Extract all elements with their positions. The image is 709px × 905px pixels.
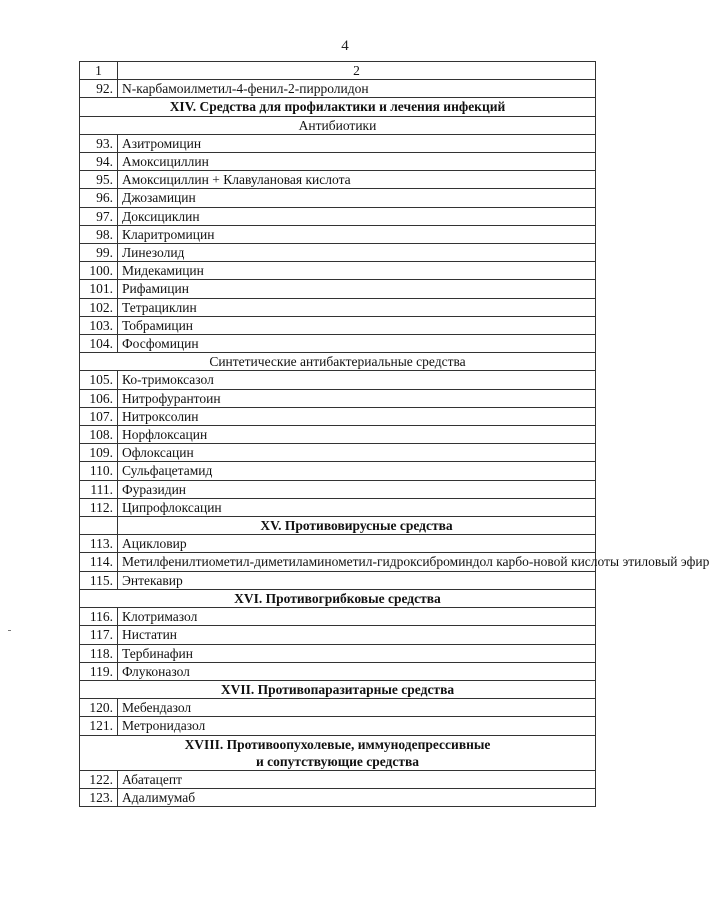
table-row (80, 244, 596, 262)
table-row (80, 371, 596, 389)
table-row (80, 426, 596, 444)
item-number: 98. (80, 225, 118, 243)
item-name: Фуразидин (118, 480, 596, 498)
section-title-line-2: и сопутствующие средства (255, 753, 420, 769)
table-row (80, 280, 596, 298)
item-name: Ацикловир (118, 535, 596, 553)
table-row (80, 608, 596, 626)
table-row (80, 626, 596, 644)
item-name: Абатацепт (118, 770, 596, 788)
item-name: Клотримазол (118, 608, 596, 626)
item-number: 101. (80, 280, 118, 298)
table-row (80, 770, 596, 788)
section-title: XVII. Противопаразитарные средства (80, 680, 596, 698)
item-name: Амоксициллин + Клавулановая кислота (118, 171, 596, 189)
item-number: 103. (80, 316, 118, 334)
item-name: Ко-тримоксазол (118, 371, 596, 389)
subsection-title: Антибиотики (80, 116, 596, 134)
section-title (80, 735, 596, 770)
item-number: 115. (80, 571, 118, 589)
table-row (80, 80, 596, 98)
section-title: XV. Противовирусные средства (118, 517, 596, 535)
item-name: Мидекамицин (118, 262, 596, 280)
table-row (80, 335, 596, 353)
item-number: 123. (80, 789, 118, 807)
item-number: 109. (80, 444, 118, 462)
item-number: 117. (80, 626, 118, 644)
table-row (80, 444, 596, 462)
item-number: 102. (80, 298, 118, 316)
item-name: Метронидазол (118, 717, 596, 735)
table-row (80, 717, 596, 735)
item-name: Доксициклин (118, 207, 596, 225)
table-row (80, 535, 596, 553)
page-number: 4 (341, 38, 349, 54)
item-number: 116. (80, 608, 118, 626)
section-header-row (80, 98, 596, 116)
table-row (80, 171, 596, 189)
item-number: 97. (80, 207, 118, 225)
item-number: 110. (80, 462, 118, 480)
item-number: 118. (80, 644, 118, 662)
table-header-row (80, 62, 596, 80)
item-number: 119. (80, 662, 118, 680)
item-name: Линезолид (118, 244, 596, 262)
item-number: 95. (80, 171, 118, 189)
table-row (80, 498, 596, 516)
item-number: 122. (80, 770, 118, 788)
item-name: Мебендазол (118, 699, 596, 717)
table-row (80, 389, 596, 407)
item-name: Рифамицин (118, 280, 596, 298)
item-name: Кларитромицин (118, 225, 596, 243)
item-number: 106. (80, 389, 118, 407)
table-row (80, 134, 596, 152)
drug-list-table (79, 61, 709, 807)
subsection-header-row (80, 116, 596, 134)
item-name: Норфлоксацин (118, 426, 596, 444)
table-row (80, 699, 596, 717)
item-name: Флуконазол (118, 662, 596, 680)
item-name: Нистатин (118, 626, 596, 644)
table-row (80, 644, 596, 662)
section-header-row (80, 735, 596, 770)
item-name: Тобрамицин (118, 316, 596, 334)
item-name: Ципрофлоксацин (118, 498, 596, 516)
item-number: 92. (80, 80, 118, 98)
section-header-row (80, 517, 596, 535)
section-header-row (80, 680, 596, 698)
table-row (80, 662, 596, 680)
item-number: 100. (80, 262, 118, 280)
section-header-row (80, 589, 596, 607)
table-row (80, 153, 596, 171)
section-title: XVI. Противогрибковые средства (80, 589, 596, 607)
item-name: Амоксициллин (118, 153, 596, 171)
subsection-title: Синтетические антибактериальные средства (80, 353, 596, 371)
table-row (80, 407, 596, 425)
table-row (80, 571, 596, 589)
item-name: Метилфенилтиометил-диметиламинометил-гидроксиброминдол карбо-новой кислоты этиловый эфир (118, 553, 596, 571)
table-row (80, 207, 596, 225)
header-col-2: 2 (118, 62, 596, 80)
item-number: 108. (80, 426, 118, 444)
item-name: Офлоксацин (118, 444, 596, 462)
item-number: 104. (80, 335, 118, 353)
item-name: Фосфомицин (118, 335, 596, 353)
table-row (80, 553, 596, 571)
item-name: Джозамицин (118, 189, 596, 207)
item-name: Тетрациклин (118, 298, 596, 316)
table-row (80, 789, 596, 807)
table-row (80, 316, 596, 334)
table-row (80, 298, 596, 316)
item-number: 94. (80, 153, 118, 171)
item-number: 105. (80, 371, 118, 389)
table-row (80, 225, 596, 243)
empty-cell (80, 517, 118, 535)
subsection-header-row (80, 353, 596, 371)
item-name: Адалимумаб (118, 789, 596, 807)
section-title-line-1: XVIII. Противоопухолевые, иммунодепрессивные (184, 736, 491, 752)
item-number: 120. (80, 699, 118, 717)
item-number: 112. (80, 498, 118, 516)
item-name: Сульфацетамид (118, 462, 596, 480)
item-name: Нитрофурантоин (118, 389, 596, 407)
item-number: 96. (80, 189, 118, 207)
item-name: Тербинафин (118, 644, 596, 662)
item-number: 113. (80, 535, 118, 553)
item-name: Нитроксолин (118, 407, 596, 425)
item-name: Азитромицин (118, 134, 596, 152)
item-number: 99. (80, 244, 118, 262)
table-row (80, 262, 596, 280)
table-row (80, 480, 596, 498)
table-row (80, 462, 596, 480)
item-number: 107. (80, 407, 118, 425)
item-number: 121. (80, 717, 118, 735)
item-number: 111. (80, 480, 118, 498)
table-row (80, 189, 596, 207)
item-number: 114. (80, 553, 118, 571)
header-col-1: 1 (80, 62, 118, 80)
item-name: Энтекавир (118, 571, 596, 589)
scan-speck (8, 630, 11, 631)
section-title: XIV. Средства для профилактики и лечения инфекций (80, 98, 596, 116)
item-name: N-карбамоилметил-4-фенил-2-пирролидон (118, 80, 596, 98)
item-number: 93. (80, 134, 118, 152)
